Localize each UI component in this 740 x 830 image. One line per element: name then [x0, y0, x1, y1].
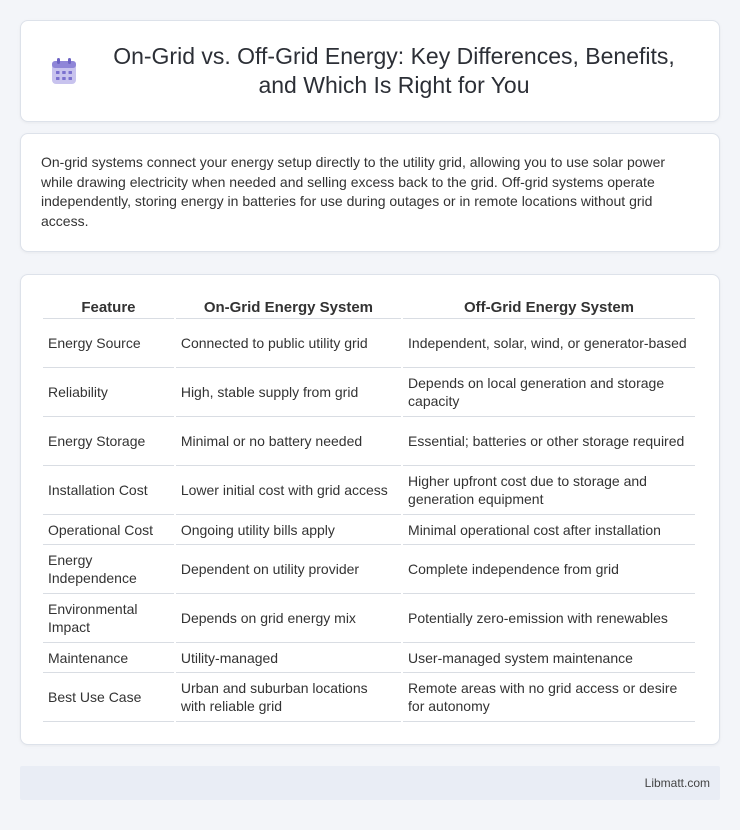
on-grid-cell: Ongoing utility bills apply [176, 515, 401, 545]
off-grid-cell: Minimal operational cost after installation [403, 515, 695, 545]
table-row [43, 545, 695, 594]
feature-cell: Energy Independence [43, 545, 174, 594]
on-grid-cell: Urban and suburban locations with reliable grid [176, 673, 401, 722]
feature-cell: Energy Storage [43, 417, 174, 466]
feature-cell: Operational Cost [43, 515, 174, 545]
feature-cell: Environmental Impact [43, 594, 174, 643]
on-grid-cell: Depends on grid energy mix [176, 594, 401, 643]
table-row [43, 673, 695, 722]
off-grid-cell: Remote areas with no grid access or desire for autonomy [403, 673, 695, 722]
on-grid-cell: Utility-managed [176, 643, 401, 673]
feature-cell: Installation Cost [43, 466, 174, 515]
intro-card [20, 133, 720, 252]
off-grid-cell: Complete independence from grid [403, 545, 695, 594]
column-header-on-grid: On-Grid Energy System [176, 295, 401, 319]
calendar-icon [51, 57, 77, 85]
table-row [43, 368, 695, 417]
comparison-card [20, 274, 720, 745]
column-header-off-grid: Off-Grid Energy System [403, 295, 695, 319]
footer [20, 766, 720, 800]
header-card [20, 20, 720, 122]
on-grid-cell: Connected to public utility grid [176, 319, 401, 368]
off-grid-cell: Independent, solar, wind, or generator-based [403, 319, 695, 368]
table-row [43, 515, 695, 545]
footer-brand[interactable]: Libmatt.com [644, 776, 710, 790]
on-grid-cell: High, stable supply from grid [176, 368, 401, 417]
off-grid-cell: Potentially zero-emission with renewables [403, 594, 695, 643]
intro-paragraph: On-grid systems connect your energy setup directly to the utility grid, allowing you to use solar power while drawing electricity when needed and selling excess back to the grid. Off-grid systems operate independently, storing energy in batteries for use during outages or in remote locations without grid access. [41, 154, 666, 229]
feature-cell: Reliability [43, 368, 174, 417]
on-grid-cell: Lower initial cost with grid access [176, 466, 401, 515]
off-grid-cell: Higher upfront cost due to storage and generation equipment [403, 466, 695, 515]
feature-cell: Energy Source [43, 319, 174, 368]
on-grid-cell: Minimal or no battery needed [176, 417, 401, 466]
on-grid-cell: Dependent on utility provider [176, 545, 401, 594]
off-grid-cell: Essential; batteries or other storage required [403, 417, 695, 466]
table-row [43, 643, 695, 673]
page-title: On-Grid vs. Off-Grid Energy: Key Differences, Benefits, and Which Is Right for You [113, 43, 675, 98]
feature-cell: Maintenance [43, 643, 174, 673]
table-row [43, 319, 695, 368]
column-header-feature: Feature [43, 295, 174, 319]
table-row [43, 594, 695, 643]
off-grid-cell: User-managed system maintenance [403, 643, 695, 673]
off-grid-cell: Depends on local generation and storage capacity [403, 368, 695, 417]
comparison-table [41, 295, 697, 722]
feature-cell: Best Use Case [43, 673, 174, 722]
table-header-row [43, 295, 695, 319]
table-row [43, 417, 695, 466]
table-row [43, 466, 695, 515]
